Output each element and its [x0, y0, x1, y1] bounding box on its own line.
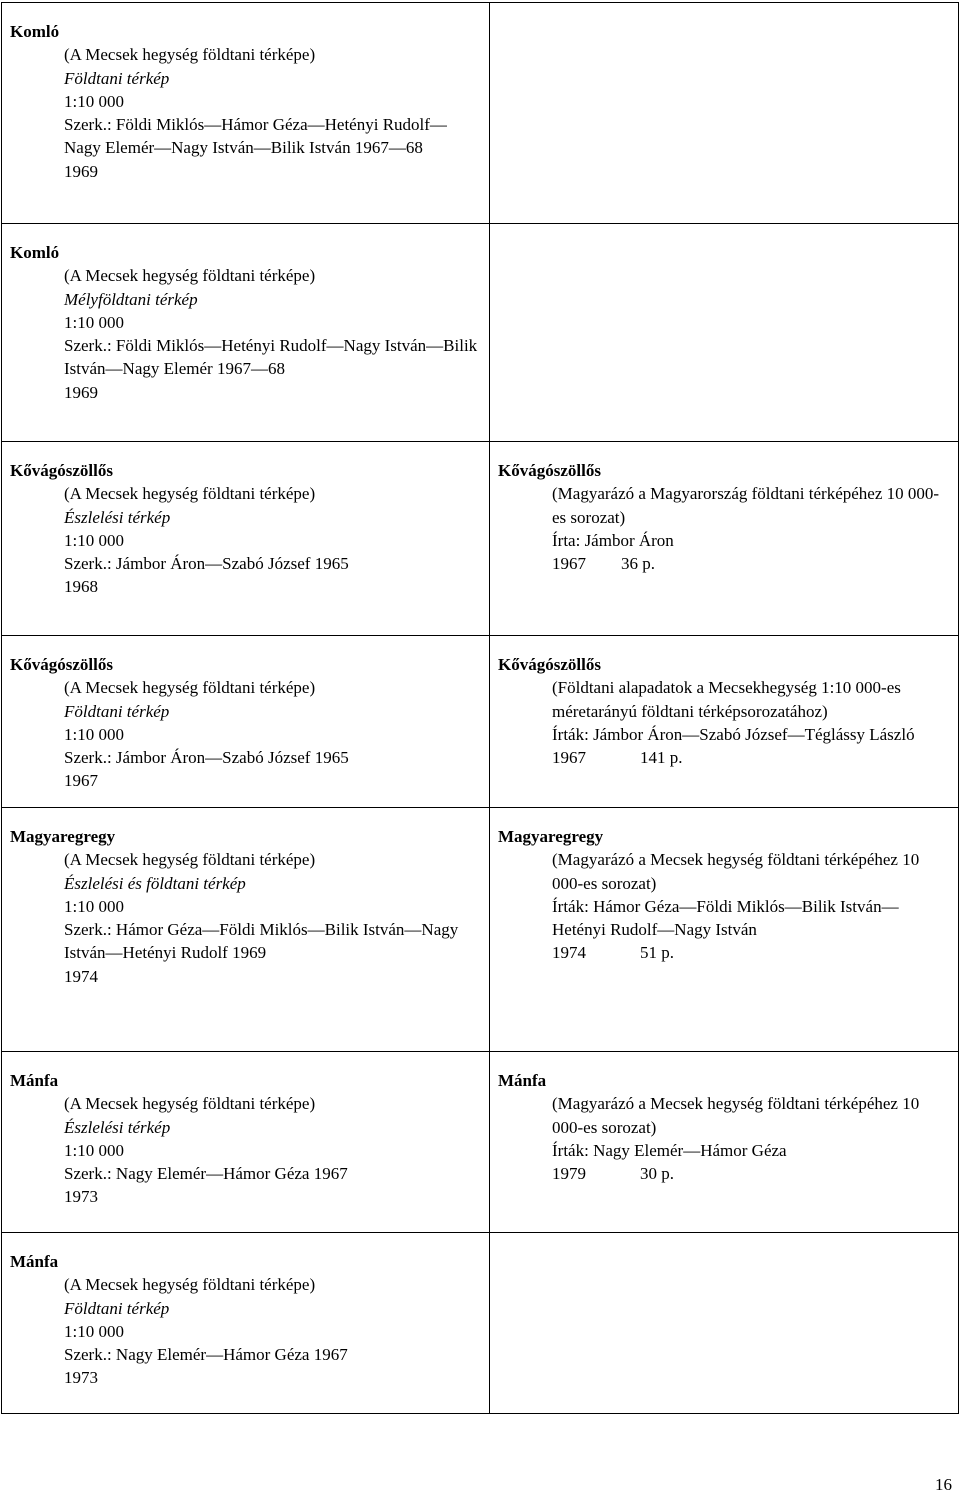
map-type: Földtani térkép — [64, 68, 170, 88]
map-scale: 1:10 000 — [64, 896, 124, 916]
page-count: 141 p. — [640, 748, 683, 768]
series-title: (A Mecsek hegység földtani térképe) — [64, 266, 316, 286]
page-count: 30 p. — [640, 1164, 674, 1184]
place-name: Kővágószöllős — [10, 655, 113, 674]
map-type: Földtani térkép — [64, 701, 170, 721]
series-title: (A Mecsek hegység földtani térképe) — [64, 484, 316, 504]
publication-title: (Magyarázó a Mecsek hegység földtani térképéhez 10 000-es sorozat) — [552, 850, 920, 893]
map-scale: 1:10 000 — [64, 91, 124, 111]
map-entry-cell — [2, 1052, 490, 1233]
place-name: Kővágószöllős — [498, 655, 601, 674]
map-type: Észlelési térkép — [64, 507, 171, 527]
map-scale: 1:10 000 — [64, 1321, 124, 1341]
series-title: (A Mecsek hegység földtani térképe) — [64, 45, 316, 65]
publication-year: 1969 — [64, 382, 98, 402]
catalog-row — [2, 808, 959, 1052]
catalog-row — [2, 3, 959, 224]
catalog-row — [2, 1052, 959, 1233]
publication-year: 1969 — [64, 161, 98, 181]
explanatory-entry-cell — [490, 808, 959, 1052]
map-entry-cell — [2, 442, 490, 636]
catalog-row — [2, 224, 959, 442]
map-entry-cell — [2, 808, 490, 1052]
catalog-row — [2, 636, 959, 808]
empty-cell — [490, 224, 959, 442]
page-count: 51 p. — [640, 943, 674, 963]
year-pages — [498, 941, 952, 964]
map-scale: 1:10 000 — [64, 530, 124, 550]
publication-authors: Írták: Jámbor Áron—Szabó József—Téglássy László — [552, 724, 915, 744]
publication-year: 1968 — [64, 577, 98, 597]
map-editors: Szerk.: Nagy Elemér—Hámor Géza 1967 — [64, 1345, 348, 1365]
map-scale: 1:10 000 — [64, 724, 124, 744]
map-entry-cell — [2, 1233, 490, 1414]
map-type: Mélyföldtani térkép — [64, 289, 198, 309]
map-editors: Szerk.: Nagy Elemér—Hámor Géza 1967 — [64, 1164, 348, 1184]
map-type: Észlelési és földtani térkép — [64, 873, 246, 893]
map-editors: Szerk.: Hámor Géza—Földi Miklós—Bilik István—Nagy István—Hetényi Rudolf 1969 — [64, 920, 459, 963]
publication-authors: Írta: Jámbor Áron — [552, 530, 674, 550]
publication-year: 1967 — [552, 748, 586, 768]
catalog-row — [2, 442, 959, 636]
place-name: Kővágószöllős — [10, 461, 113, 480]
empty-cell — [490, 1233, 959, 1414]
year-pages — [498, 746, 952, 769]
publication-authors: Írták: Hámor Géza—Földi Miklós—Bilik István—Hetényi Rudolf—Nagy István — [552, 896, 899, 940]
series-title: (A Mecsek hegység földtani térképe) — [64, 1275, 316, 1295]
place-name: Magyaregregy — [498, 827, 604, 846]
place-name: Kővágószöllős — [498, 461, 601, 480]
publication-authors: Írták: Nagy Elemér—Hámor Géza — [552, 1140, 787, 1160]
year-pages — [498, 552, 952, 575]
publication-title: (Magyarázó a Mecsek hegység földtani térképéhez 10 000-es sorozat) — [552, 1094, 920, 1137]
explanatory-entry-cell — [490, 1052, 959, 1233]
map-type: Földtani térkép — [64, 1298, 170, 1318]
map-scale: 1:10 000 — [64, 1140, 124, 1160]
series-title: (A Mecsek hegység földtani térképe) — [64, 1094, 316, 1114]
place-name: Komló — [10, 22, 60, 41]
map-type: Észlelési térkép — [64, 1117, 171, 1137]
publication-year: 1979 — [552, 1164, 586, 1184]
place-name: Mánfa — [10, 1071, 59, 1090]
catalog-row — [2, 1233, 959, 1414]
page-number: 16 — [935, 1475, 952, 1494]
publication-year: 1967 — [64, 771, 98, 791]
map-entry-cell — [2, 224, 490, 442]
catalog-table — [1, 2, 959, 1414]
empty-cell — [490, 3, 959, 224]
page-count: 36 p. — [621, 554, 655, 574]
map-entry-cell — [2, 3, 490, 224]
series-title: (A Mecsek hegység földtani térképe) — [64, 678, 316, 698]
map-scale: 1:10 000 — [64, 312, 124, 332]
year-pages — [498, 1162, 952, 1185]
publication-year: 1974 — [552, 943, 586, 963]
place-name: Komló — [10, 243, 60, 262]
publication-year: 1974 — [64, 966, 98, 986]
publication-year: 1967 — [552, 554, 586, 574]
map-editors: Szerk.: Jámbor Áron—Szabó József 1965 — [64, 748, 349, 768]
map-editors: Szerk.: Jámbor Áron—Szabó József 1965 — [64, 554, 349, 574]
explanatory-entry-cell — [490, 636, 959, 808]
explanatory-entry-cell — [490, 442, 959, 636]
place-name: Mánfa — [498, 1071, 547, 1090]
publication-title: (Magyarázó a Magyarország földtani térképéhez 10 000-es sorozat) — [552, 484, 940, 527]
map-editors: Szerk.: Földi Miklós—Hámor Géza—Hetényi Rudolf—Nagy Elemér—Nagy István—Bilik István 1967—68 — [64, 115, 447, 158]
map-entry-cell — [2, 636, 490, 808]
place-name: Magyaregregy — [10, 827, 116, 846]
publication-year: 1973 — [64, 1368, 98, 1388]
place-name: Mánfa — [10, 1252, 59, 1271]
series-title: (A Mecsek hegység földtani térképe) — [64, 850, 316, 870]
map-editors: Szerk.: Földi Miklós—Hetényi Rudolf—Nagy István—Bilik István—Nagy Elemér 1967—68 — [64, 336, 478, 379]
publication-title: (Földtani alapadatok a Mecsekhegység 1:10 000-es méretarányú földtani térképsorozatához) — [552, 678, 901, 721]
publication-year: 1973 — [64, 1187, 98, 1207]
